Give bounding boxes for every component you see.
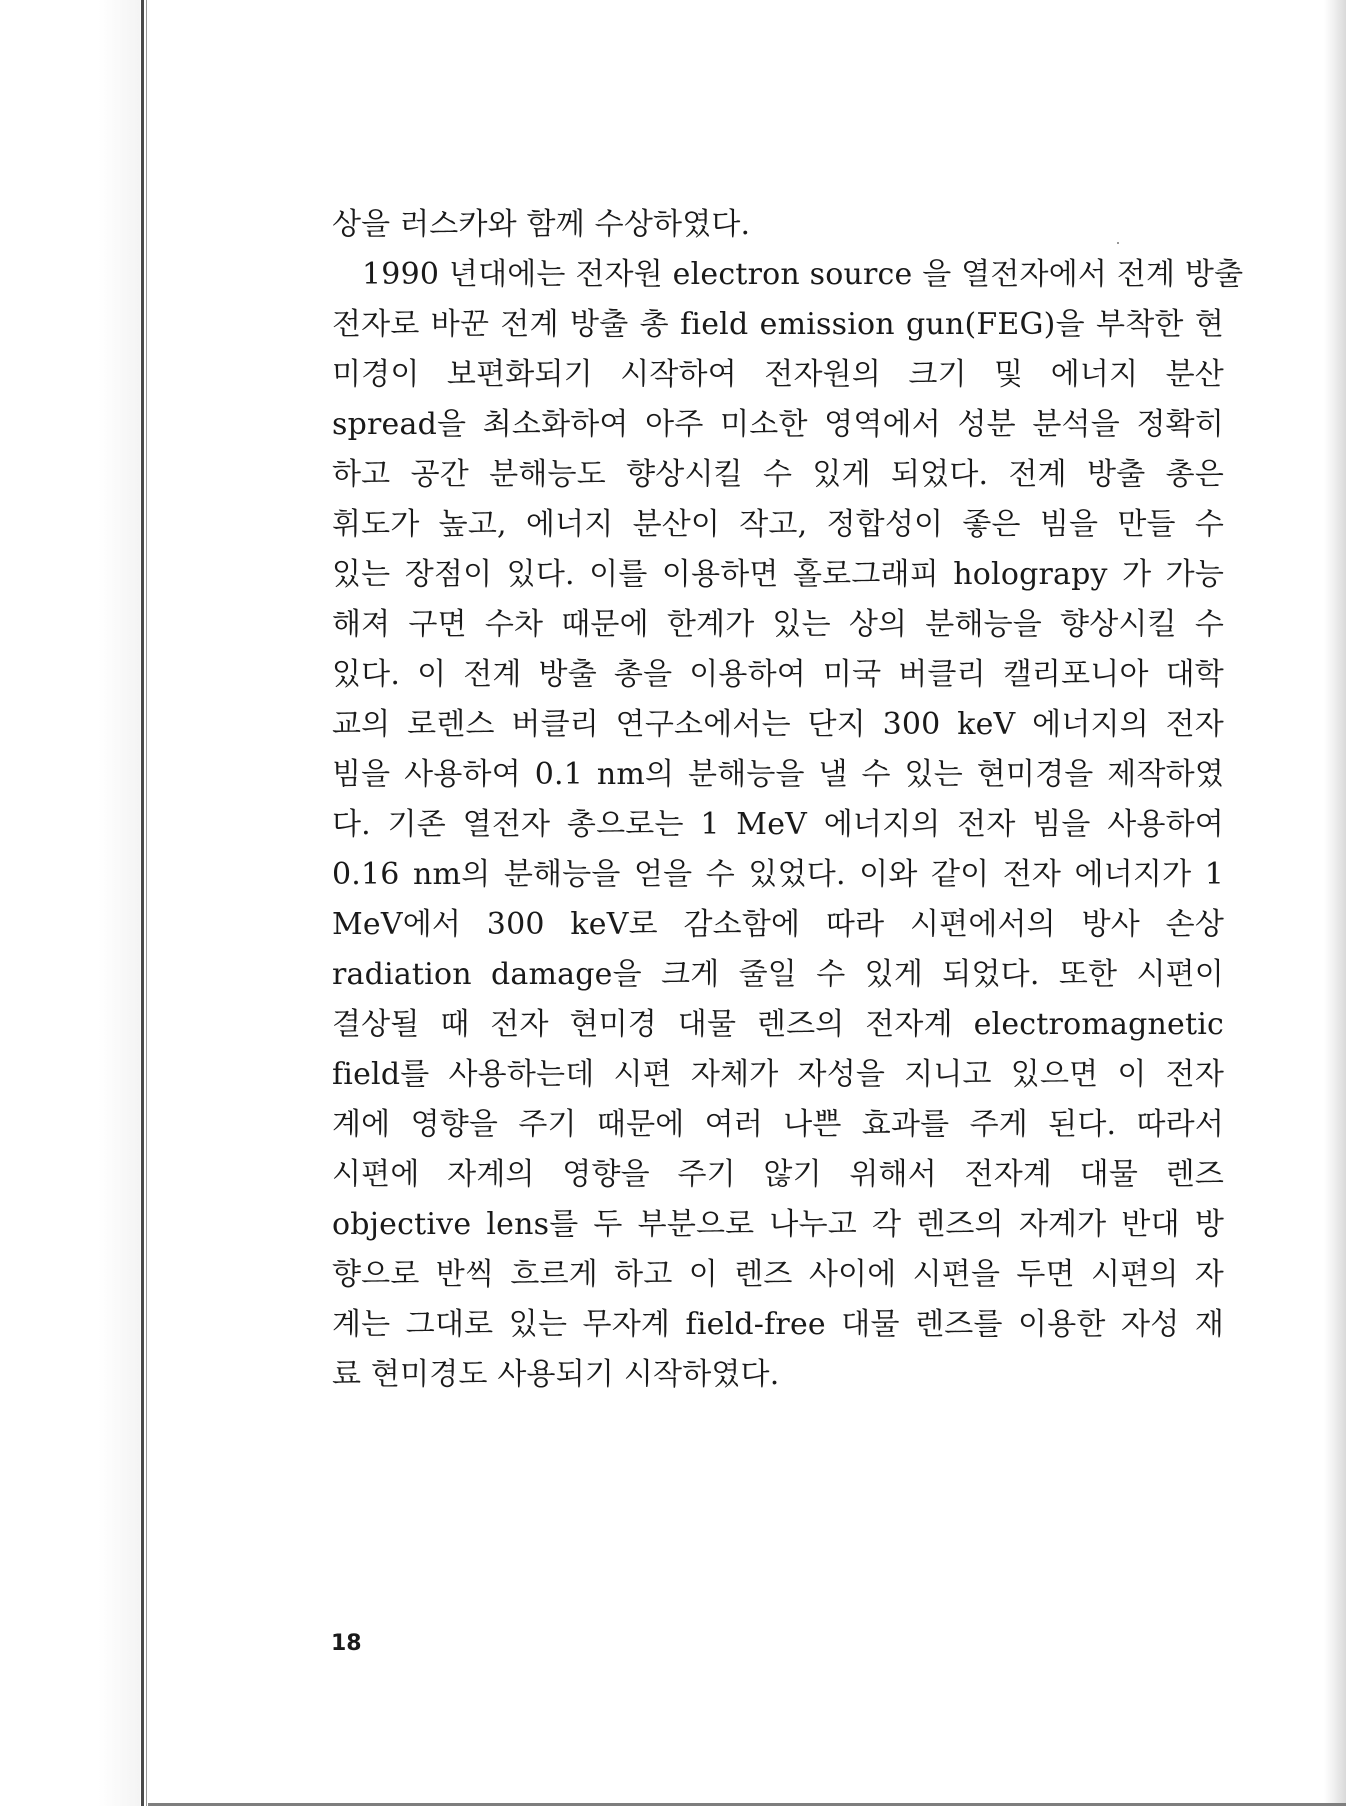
text-line: 있다. 이 전계 방출 총을 이용하여 미국 버클리 캘리포니아 대학	[332, 657, 1224, 692]
text-line: 료 현미경도 사용되기 시작하였다.	[332, 1357, 780, 1392]
text-line: 결상될 때 전자 현미경 대물 렌즈의 전자계 electromagnetic	[332, 1007, 1224, 1042]
text-line: 0.16 nm의 분해능을 얻을 수 있었다. 이와 같이 전자 에너지가 1	[332, 857, 1224, 892]
text-line: 다. 기존 열전자 총으로는 1 MeV 에너지의 전자 빔을 사용하여	[332, 807, 1224, 842]
text-line: 빔을 사용하여 0.1 nm의 분해능을 낼 수 있는 현미경을 제작하였	[332, 757, 1224, 792]
page-number: 18	[331, 1631, 362, 1656]
text-line: 미경이 보편화되기 시작하여 전자원의 크기 및 에너지 분산	[332, 357, 1224, 392]
text-line: 해져 구면 수차 때문에 한계가 있는 상의 분해능을 향상시킬 수	[332, 607, 1224, 642]
left-gutter	[0, 0, 140, 1806]
text-line: 교의 로렌스 버클리 연구소에서는 단지 300 keV 에너지의 전자	[332, 707, 1224, 742]
text-line: 계는 그대로 있는 무자계 field-free 대물 렌즈를 이용한 자성 재	[332, 1307, 1224, 1342]
text-line: 전자로 바꾼 전계 방출 총 field emission gun(FEG)을 부착한 현	[332, 307, 1224, 342]
text-line: 시편에 자계의 영향을 주기 않기 위해서 전자계 대물 렌즈	[332, 1157, 1224, 1192]
text-line: 계에 영향을 주기 때문에 여러 나쁜 효과를 주게 된다. 따라서	[332, 1107, 1224, 1142]
text-line: 1990 년대에는 전자원 electron source 을 열전자에서 전계 방출	[362, 257, 1244, 292]
book-spine-edge	[141, 0, 144, 1806]
body-text	[332, 200, 1244, 1400]
text-line: spread을 최소화하여 아주 미소한 영역에서 성분 분석을 정확히	[332, 407, 1224, 442]
text-line: 있는 장점이 있다. 이를 이용하면 홀로그래피 holograpy 가 가능	[332, 557, 1224, 592]
text-line: objective lens를 두 부분으로 나누고 각 렌즈의 자계가 반대 방	[332, 1207, 1224, 1242]
book-spine-edge-inner	[146, 0, 147, 1806]
text-line: 휘도가 높고, 에너지 분산이 작고, 정합성이 좋은 빔을 만들 수	[332, 507, 1224, 542]
text-line: MeV에서 300 keV로 감소함에 따라 시편에서의 방사 손상	[332, 907, 1224, 942]
text-line: field를 사용하는데 시편 자체가 자성을 지니고 있으면 이 전자	[332, 1057, 1224, 1092]
text-line: 하고 공간 분해능도 향상시킬 수 있게 되었다. 전계 방출 총은	[332, 457, 1224, 492]
text-line: 향으로 반씩 흐르게 하고 이 렌즈 사이에 시편을 두면 시편의 자	[332, 1257, 1224, 1292]
text-line: radiation damage을 크게 줄일 수 있게 되었다. 또한 시편이	[332, 957, 1224, 992]
text-line: 상을 러스카와 함께 수상하였다.	[332, 207, 751, 242]
page-right-shadow	[1324, 0, 1346, 1806]
